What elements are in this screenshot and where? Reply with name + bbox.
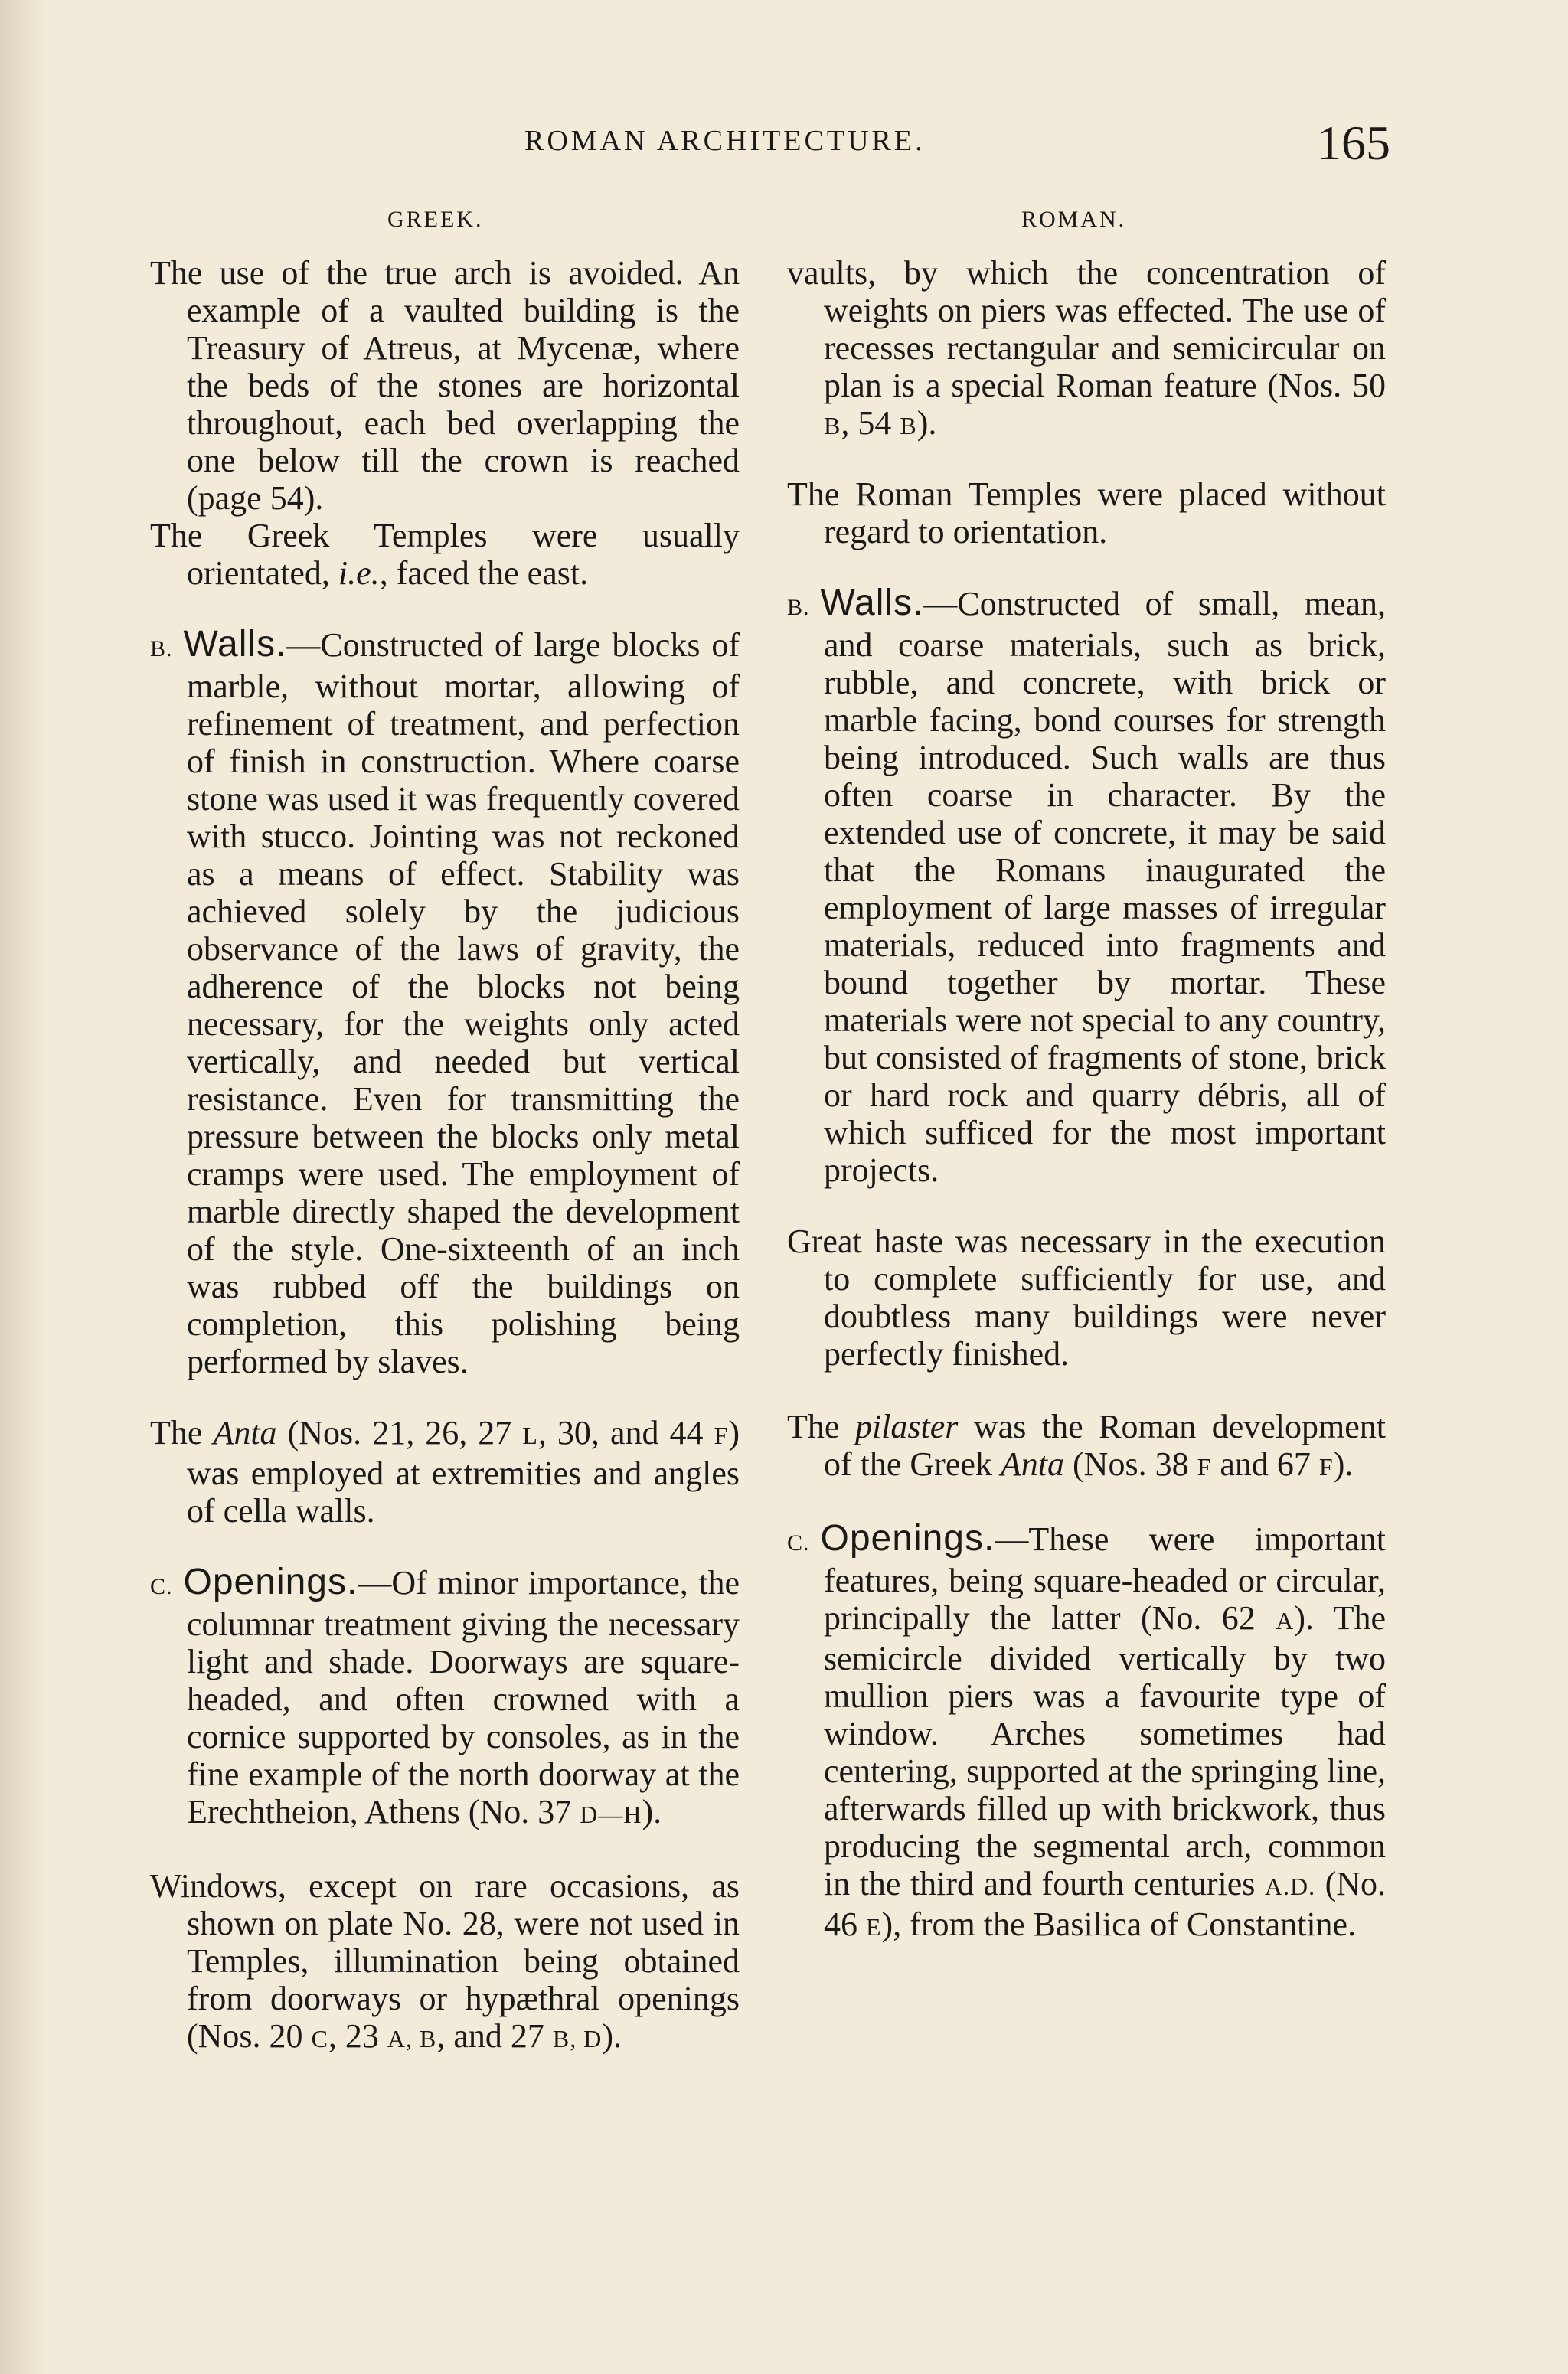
section-letter: C. bbox=[787, 1530, 810, 1556]
roman-column bbox=[787, 254, 1386, 1980]
text-run: ) was employed at extremities and angles of cella walls. bbox=[187, 1414, 740, 1530]
text-run: The bbox=[787, 1408, 855, 1445]
greek-column-heading: GREEK. bbox=[387, 207, 484, 232]
text-run: , 30, and 44 bbox=[537, 1414, 714, 1452]
text-run: vaults, by which the concentration of weights on piers was effected. The use of recesses rectangular and semicircular on plan is a special Roman feature (Nos. 50 bbox=[787, 254, 1386, 404]
roman-pilaster-paragraph bbox=[787, 1408, 1386, 1486]
small-caps-run: E bbox=[866, 1913, 882, 1941]
roman-haste-paragraph: Great haste was necessary in the execution to complete sufficiently for use, and doubtless many buildings were never perfectly finished. bbox=[787, 1223, 1386, 1373]
text-run: ). bbox=[916, 404, 937, 442]
text-run: ). The semicircle divided vertically by two mullion piers was a favourite type of window. Arches sometimes had centering, supported at the springing line, afterwards filled up with brickwork, thus producing the segmental arch, common in the third and fourth centuries bbox=[824, 1599, 1386, 1902]
section-letter: B. bbox=[150, 636, 173, 661]
greek-walls-section bbox=[150, 625, 740, 1380]
roman-orientation-paragraph: The Roman Temples were placed without regard to orientation. bbox=[787, 475, 1386, 550]
text-run: —Of minor importance, the columnar treatment giving the necessary light and shade. Doorways are square-headed, and often crowned with a cornice supported by consoles, as in the fine example of the north doorway at the Erechtheion, Athens (No. 37 bbox=[187, 1564, 740, 1830]
text-run: ), from the Basilica of Constantine. bbox=[881, 1905, 1357, 1943]
section-text: —Constructed of large blocks of marble, without mortar, allowing of refinement of treatment, and perfection of finish in construction. Where coarse stone was used it was frequently covered with stucco. Jointing was not reckoned as a means of effect. Stability was achieved solely by the judicious observance of the laws of gravity, the adherence of the blocks not being necessary, for the weights only acted vertically, and needed but vertical resistance. Even for transmitting the pressure between the blocks only metal cramps were used. The employment of marble directly shaped the development of the style. One-sixteenth of an inch was rubbed off the buildings on completion, this polishing being performed by slaves. bbox=[187, 626, 740, 1380]
greek-anta-paragraph bbox=[150, 1414, 740, 1530]
text-run: ). bbox=[602, 2017, 622, 2055]
italic-run: Anta bbox=[213, 1414, 277, 1452]
section-title: Openings. bbox=[820, 1518, 995, 1559]
small-caps-run: D—H bbox=[580, 1801, 642, 1828]
page-number: 165 bbox=[1317, 116, 1390, 170]
section-title: Walls. bbox=[820, 583, 924, 623]
italic-run: pilaster bbox=[854, 1408, 959, 1445]
text-run: (Nos. 21, 26, 27 bbox=[276, 1414, 523, 1452]
small-caps-run: L bbox=[522, 1422, 538, 1449]
text-run: The bbox=[150, 1414, 214, 1452]
text-run: Windows, except on rare occasions, as shown on plate No. 28, were not used in Temples, illumination being obtained from doorways or hypæthral openings (Nos. 20 bbox=[150, 1867, 740, 2055]
italic-run: i.e. bbox=[338, 554, 380, 592]
text-run: The Greek Temples were usually orientated, bbox=[150, 517, 740, 592]
running-title: ROMAN ARCHITECTURE. bbox=[524, 125, 926, 157]
small-caps-run: A bbox=[1276, 1607, 1295, 1634]
greek-orientation-paragraph bbox=[150, 517, 740, 592]
text-run: —These were important features, being square-headed or circular, principally the latter (No. 62 bbox=[824, 1520, 1386, 1637]
greek-windows-paragraph bbox=[150, 1867, 740, 2058]
small-caps-run: B, D bbox=[552, 2025, 603, 2052]
section-letter: B. bbox=[787, 595, 810, 620]
section-text: —Constructed of small, mean, and coarse materials, such as brick, rubble, and concrete, with brick or marble facing, bond courses for strength being introduced. Such walls are thus often coarse in character. By the extended use of concrete, it may be said that the Romans inaugurated the employment of large masses of irregular materials, reduced into fragments and bound together by mortar. These materials were not special to any country, but consisted of fragments of stone, brick or hard rock and quarry débris, all of which sufficed for the most important projects. bbox=[824, 585, 1386, 1189]
greek-openings-section bbox=[150, 1563, 740, 1834]
text-run: , faced the east. bbox=[379, 554, 589, 592]
page-edge-shadow bbox=[0, 0, 46, 2374]
small-caps-run: F bbox=[1197, 1453, 1212, 1481]
text-run: (Nos. 38 bbox=[1064, 1445, 1197, 1483]
roman-column-heading: ROMAN. bbox=[1021, 207, 1127, 232]
greek-column bbox=[150, 254, 740, 2058]
section-title: Walls. bbox=[183, 624, 287, 665]
small-caps-run: F bbox=[1318, 1453, 1334, 1481]
text-run: and 67 bbox=[1211, 1445, 1319, 1483]
text-run: , 23 bbox=[328, 2017, 387, 2055]
text-run: , 54 bbox=[841, 404, 900, 442]
text-run: was the Roman development of the Greek bbox=[824, 1408, 1387, 1483]
small-caps-run: A.D. bbox=[1264, 1873, 1316, 1900]
roman-openings-section bbox=[787, 1520, 1386, 1946]
italic-run: Anta bbox=[1000, 1445, 1065, 1483]
text-run: , and 27 bbox=[436, 2017, 553, 2055]
roman-walls-section bbox=[787, 584, 1386, 1189]
section-title: Openings. bbox=[183, 1562, 358, 1602]
text-run: (No. 46 bbox=[824, 1865, 1386, 1943]
small-caps-run: B bbox=[824, 412, 841, 439]
small-caps-run: F bbox=[714, 1422, 729, 1449]
greek-arch-paragraph: The use of the true arch is avoided. An example of a vaulted building is the Treasury of Atreus, at Mycenæ, where the beds of the stones are horizontal throughout, each bed overlapping the one below till the crown is reached (page 54). bbox=[150, 254, 740, 517]
text-run: ). bbox=[1333, 1445, 1354, 1483]
small-caps-run: B bbox=[900, 412, 917, 439]
small-caps-run: A, B bbox=[387, 2025, 437, 2052]
section-letter: C. bbox=[150, 1574, 173, 1599]
small-caps-run: C bbox=[311, 2025, 328, 2052]
text-run: ). bbox=[642, 1793, 662, 1830]
roman-vaults-paragraph bbox=[787, 254, 1386, 445]
